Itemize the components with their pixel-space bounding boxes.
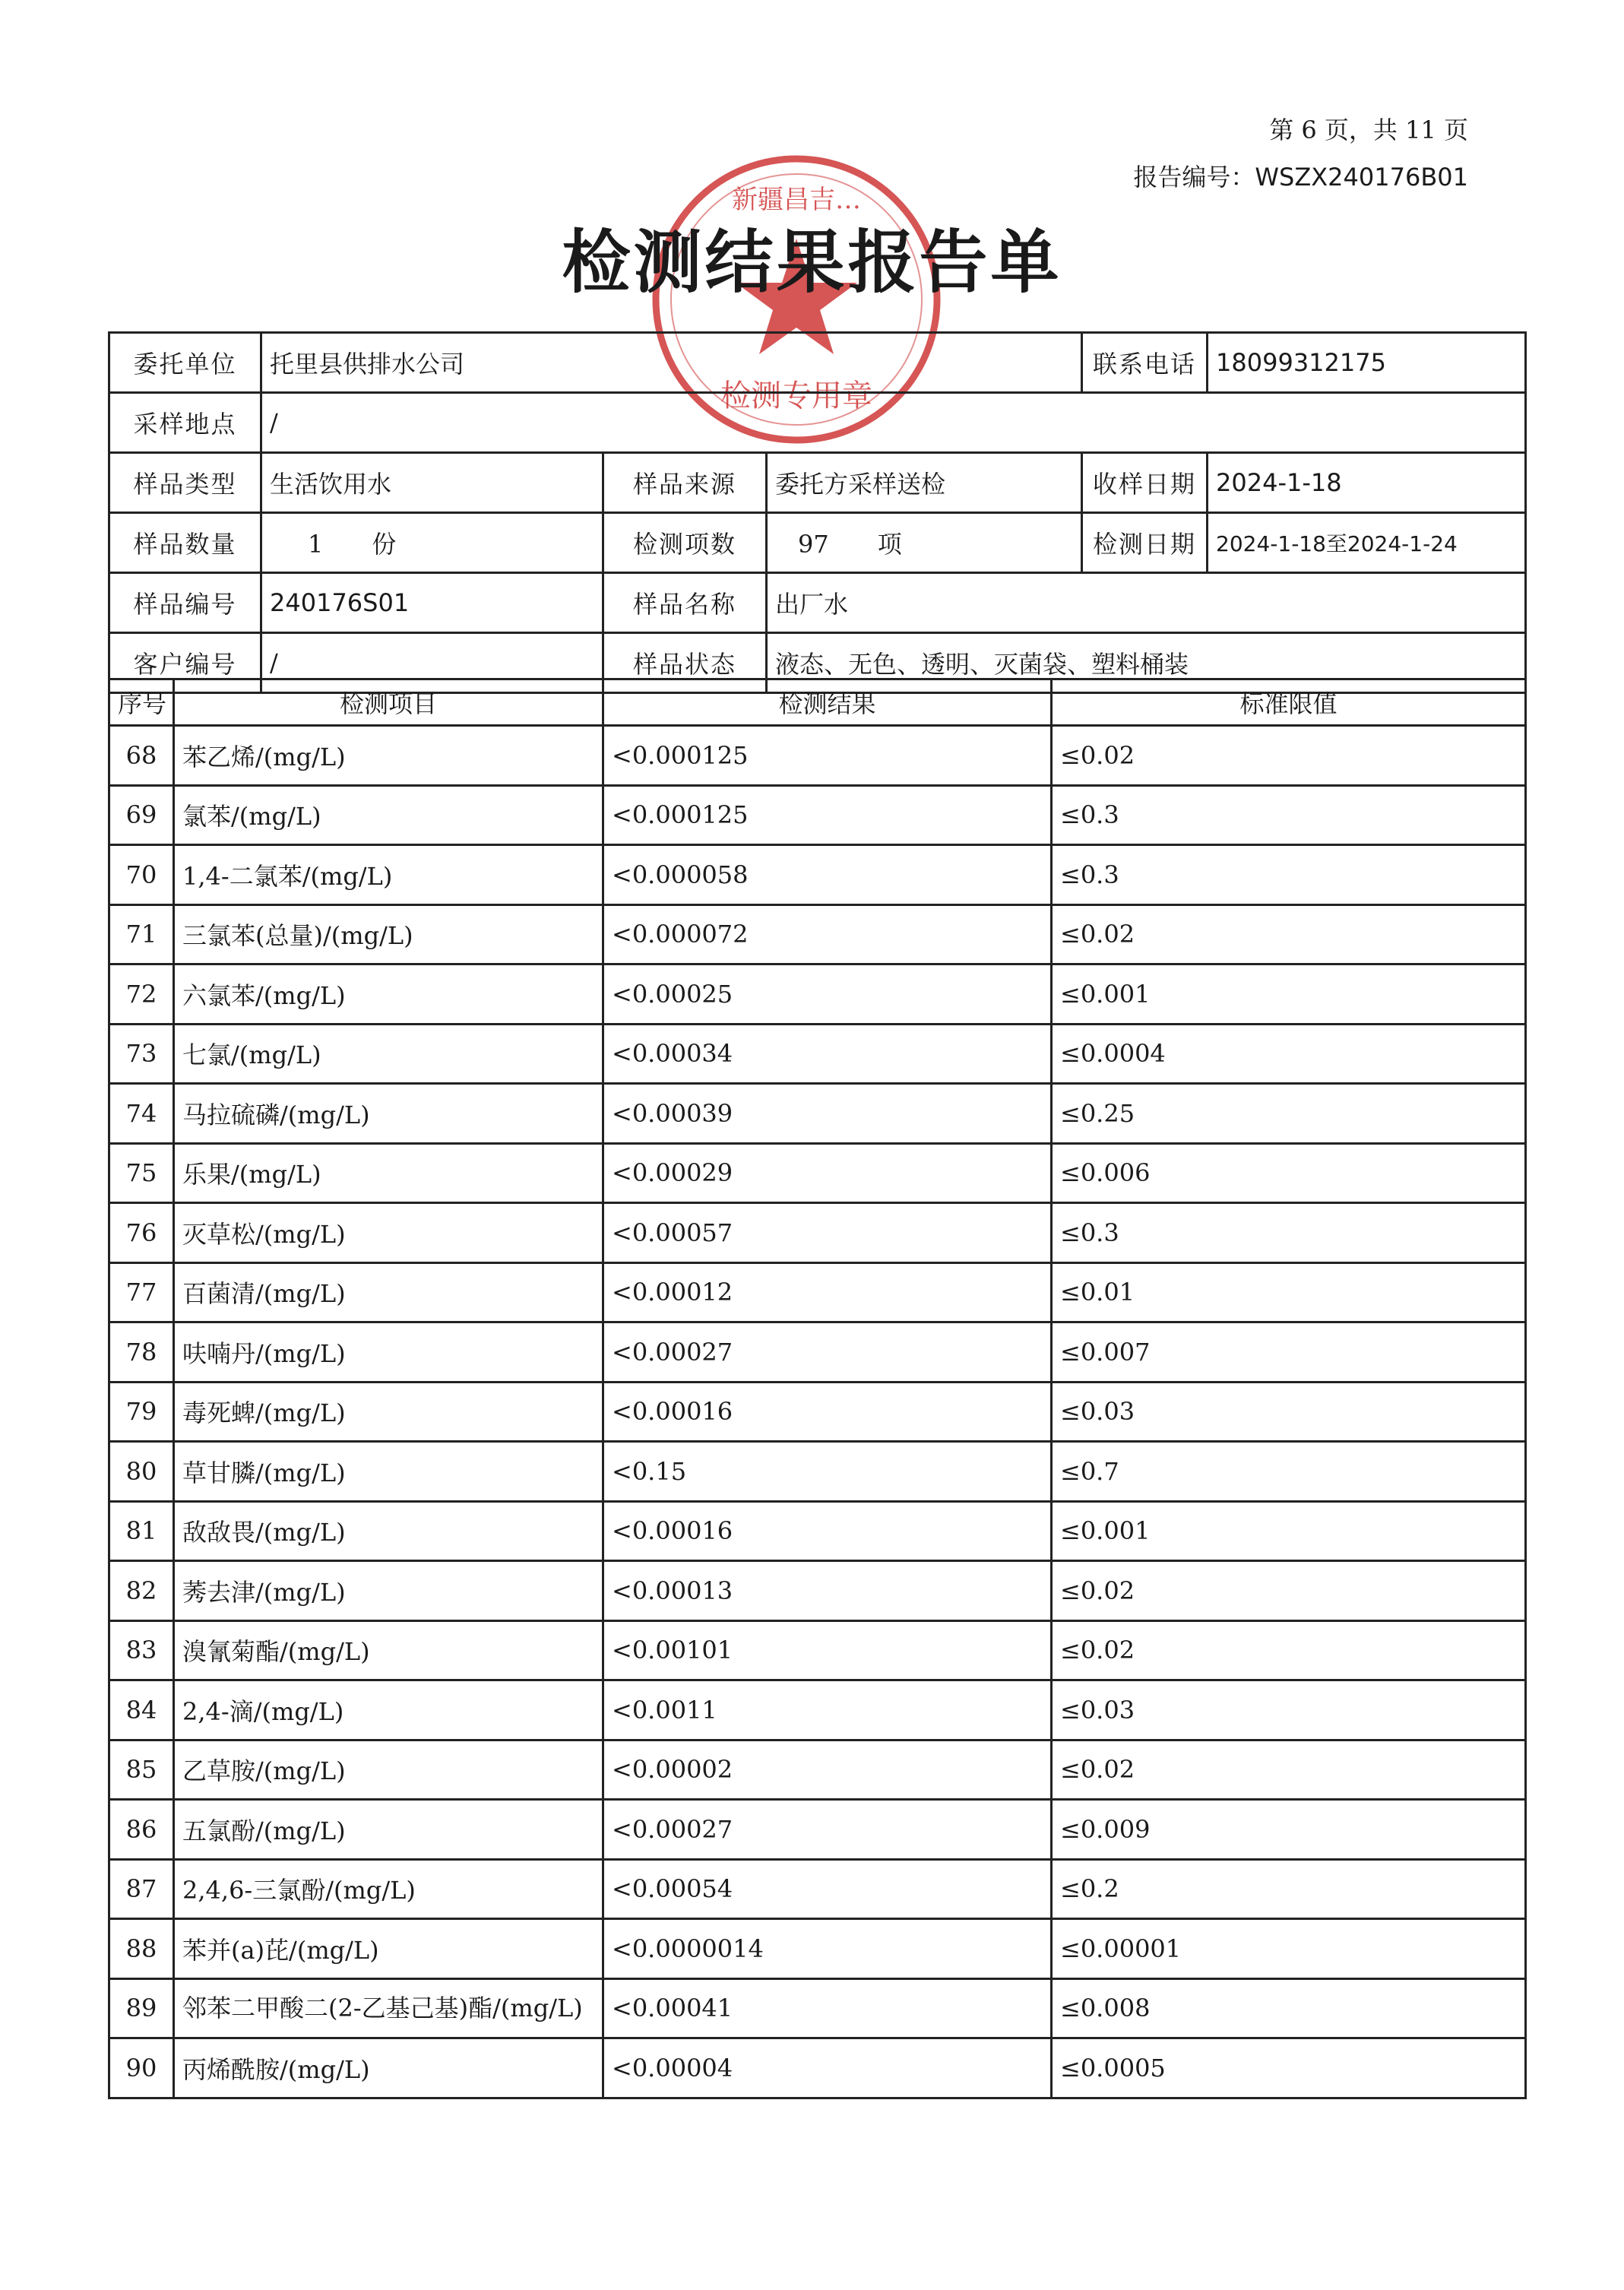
row-limit: ≤0.2 xyxy=(1052,1859,1526,1919)
results-table xyxy=(108,678,1527,2099)
row-number: 73 xyxy=(109,1024,174,1084)
row-limit: ≤0.7 xyxy=(1052,1442,1526,1502)
table-row xyxy=(109,1143,1526,1203)
row-limit: ≤0.02 xyxy=(1052,1620,1526,1680)
row-number: 69 xyxy=(109,785,174,845)
phone-value: 18099312175 xyxy=(1208,333,1526,393)
items-value: 97 项 xyxy=(767,513,1082,573)
col-item-header: 检测项目 xyxy=(174,679,603,726)
client-label: 委托单位 xyxy=(109,333,261,393)
row-limit: ≤0.0005 xyxy=(1052,2038,1526,2098)
row-limit: ≤0.006 xyxy=(1052,1143,1526,1203)
row-number: 75 xyxy=(109,1143,174,1203)
table-row xyxy=(109,1262,1526,1322)
row-result: <0.00057 xyxy=(603,1203,1052,1263)
sample-no-value: 240176S01 xyxy=(261,573,603,633)
type-label: 样品类型 xyxy=(109,453,261,513)
results-header-row xyxy=(109,679,1526,726)
row-item: 邻苯二甲酸二(2-乙基己基)酯/(mg/L) xyxy=(174,1978,603,2038)
row-result: <0.00016 xyxy=(603,1382,1052,1442)
row-item: 百菌清/(mg/L) xyxy=(174,1262,603,1322)
row-number: 85 xyxy=(109,1740,174,1800)
row-result: <0.000058 xyxy=(603,845,1052,905)
info-table xyxy=(108,331,1527,694)
row-limit: ≤0.001 xyxy=(1052,964,1526,1025)
row-result: <0.00034 xyxy=(603,1024,1052,1084)
row-limit: ≤0.3 xyxy=(1052,1203,1526,1263)
row-result: <0.00041 xyxy=(603,1978,1052,2038)
table-row xyxy=(109,1203,1526,1263)
row-limit: ≤0.001 xyxy=(1052,1501,1526,1561)
row-item: 马拉硫磷/(mg/L) xyxy=(174,1084,603,1144)
info-row xyxy=(109,453,1526,513)
row-item: 草甘膦/(mg/L) xyxy=(174,1442,603,1502)
info-row xyxy=(109,513,1526,573)
row-result: <0.00004 xyxy=(603,2038,1052,2098)
table-row xyxy=(109,1024,1526,1084)
row-item: 1,4-二氯苯/(mg/L) xyxy=(174,845,603,905)
row-item: 呋喃丹/(mg/L) xyxy=(174,1322,603,1383)
client-value: 托里县供排水公司 xyxy=(261,333,1082,393)
table-row xyxy=(109,1442,1526,1502)
row-result: <0.000125 xyxy=(603,726,1052,786)
row-item: 2,4,6-三氯酚/(mg/L) xyxy=(174,1859,603,1919)
row-result: <0.00054 xyxy=(603,1859,1052,1919)
row-result: <0.15 xyxy=(603,1442,1052,1502)
col-result-header: 检测结果 xyxy=(603,679,1052,726)
qty-value: 1 份 xyxy=(261,513,603,573)
row-item: 六氯苯/(mg/L) xyxy=(174,964,603,1025)
row-result: <0.00012 xyxy=(603,1262,1052,1322)
row-number: 68 xyxy=(109,726,174,786)
table-row xyxy=(109,1620,1526,1680)
row-result: <0.00027 xyxy=(603,1800,1052,1860)
row-number: 84 xyxy=(109,1680,174,1740)
table-row xyxy=(109,1740,1526,1800)
info-row xyxy=(109,333,1526,393)
row-item: 毒死蜱/(mg/L) xyxy=(174,1382,603,1442)
table-row xyxy=(109,1561,1526,1621)
row-limit: ≤0.01 xyxy=(1052,1262,1526,1322)
row-limit: ≤0.3 xyxy=(1052,785,1526,845)
row-item: 七氯/(mg/L) xyxy=(174,1024,603,1084)
row-limit: ≤0.02 xyxy=(1052,904,1526,964)
site-value: / xyxy=(261,393,1526,453)
table-row xyxy=(109,1680,1526,1740)
table-row xyxy=(109,1978,1526,2038)
row-number: 82 xyxy=(109,1561,174,1621)
row-item: 灭草松/(mg/L) xyxy=(174,1203,603,1263)
seal-top-text: 新疆昌吉… xyxy=(732,185,861,215)
table-row xyxy=(109,1382,1526,1442)
page-meta xyxy=(1133,106,1468,201)
test-date-value: 2024-1-18至2024-1-24 xyxy=(1208,513,1526,573)
type-value: 生活饮用水 xyxy=(261,453,603,513)
row-item: 五氯酚/(mg/L) xyxy=(174,1800,603,1860)
row-limit: ≤0.0004 xyxy=(1052,1024,1526,1084)
table-row xyxy=(109,2038,1526,2098)
row-result: <0.00025 xyxy=(603,964,1052,1025)
info-row xyxy=(109,573,1526,633)
row-number: 88 xyxy=(109,1919,174,1979)
col-limit-header: 标准限值 xyxy=(1052,679,1526,726)
col-no-header: 序号 xyxy=(109,679,174,726)
seal-bottom-text: 检测专用章 xyxy=(720,378,872,413)
test-date-label: 检测日期 xyxy=(1082,513,1208,573)
row-number: 79 xyxy=(109,1382,174,1442)
table-row xyxy=(109,1084,1526,1144)
row-number: 89 xyxy=(109,1978,174,2038)
recv-date-value: 2024-1-18 xyxy=(1208,453,1526,513)
row-item: 乐果/(mg/L) xyxy=(174,1143,603,1203)
table-row xyxy=(109,1501,1526,1561)
state-value: 液态、无色、透明、灭菌袋、塑料桶装 xyxy=(767,633,1526,693)
row-item: 丙烯酰胺/(mg/L) xyxy=(174,2038,603,2098)
report-title: 检测结果报告单 xyxy=(562,222,1062,302)
row-item: 苯乙烯/(mg/L) xyxy=(174,726,603,786)
table-row xyxy=(109,964,1526,1025)
row-limit: ≤0.03 xyxy=(1052,1680,1526,1740)
row-number: 81 xyxy=(109,1501,174,1561)
table-row xyxy=(109,726,1526,786)
row-number: 77 xyxy=(109,1262,174,1322)
row-result: <0.00016 xyxy=(603,1501,1052,1561)
row-result: <0.000072 xyxy=(603,904,1052,964)
row-limit: ≤0.007 xyxy=(1052,1322,1526,1383)
info-row xyxy=(109,393,1526,453)
table-row xyxy=(109,1919,1526,1979)
sample-no-label: 样品编号 xyxy=(109,573,261,633)
row-item: 溴氰菊酯/(mg/L) xyxy=(174,1620,603,1680)
row-result: <0.00101 xyxy=(603,1620,1052,1680)
row-result: <0.000125 xyxy=(603,785,1052,845)
row-limit: ≤0.25 xyxy=(1052,1084,1526,1144)
row-limit: ≤0.008 xyxy=(1052,1978,1526,2038)
row-result: <0.0011 xyxy=(603,1680,1052,1740)
table-row xyxy=(109,785,1526,845)
row-result: <0.0000014 xyxy=(603,1919,1052,1979)
table-row xyxy=(109,845,1526,905)
items-label: 检测项数 xyxy=(603,513,767,573)
row-number: 70 xyxy=(109,845,174,905)
row-item: 莠去津/(mg/L) xyxy=(174,1561,603,1621)
table-row xyxy=(109,1322,1526,1383)
row-limit: ≤0.02 xyxy=(1052,726,1526,786)
row-number: 86 xyxy=(109,1800,174,1860)
row-item: 2,4-滴/(mg/L) xyxy=(174,1680,603,1740)
row-number: 80 xyxy=(109,1442,174,1502)
row-number: 71 xyxy=(109,904,174,964)
row-result: <0.00029 xyxy=(603,1143,1052,1203)
table-row xyxy=(109,1859,1526,1919)
site-label: 采样地点 xyxy=(109,393,261,453)
row-number: 78 xyxy=(109,1322,174,1383)
sample-name-label: 样品名称 xyxy=(603,573,767,633)
row-result: <0.00013 xyxy=(603,1561,1052,1621)
row-limit: ≤0.00001 xyxy=(1052,1919,1526,1979)
row-result: <0.00039 xyxy=(603,1084,1052,1144)
row-limit: ≤0.3 xyxy=(1052,845,1526,905)
row-number: 90 xyxy=(109,2038,174,2098)
report-number-value: WSZX240176B01 xyxy=(1255,163,1468,192)
row-number: 87 xyxy=(109,1859,174,1919)
row-number: 76 xyxy=(109,1203,174,1263)
row-item: 敌敌畏/(mg/L) xyxy=(174,1501,603,1561)
row-limit: ≤0.02 xyxy=(1052,1740,1526,1800)
table-row xyxy=(109,1800,1526,1860)
source-value: 委托方采样送检 xyxy=(767,453,1082,513)
customer-no-value: / xyxy=(261,633,603,693)
source-label: 样品来源 xyxy=(603,453,767,513)
row-item: 氯苯/(mg/L) xyxy=(174,785,603,845)
row-item: 乙草胺/(mg/L) xyxy=(174,1740,603,1800)
report-number xyxy=(1133,154,1468,201)
row-number: 72 xyxy=(109,964,174,1025)
row-number: 83 xyxy=(109,1620,174,1680)
row-number: 74 xyxy=(109,1084,174,1144)
report-number-label: 报告编号： xyxy=(1133,163,1255,192)
sample-name-value: 出厂水 xyxy=(767,573,1526,633)
phone-label: 联系电话 xyxy=(1082,333,1208,393)
table-row xyxy=(109,904,1526,964)
row-result: <0.00027 xyxy=(603,1322,1052,1383)
recv-date-label: 收样日期 xyxy=(1082,453,1208,513)
page-number: 第 6 页，共 11 页 xyxy=(1269,116,1468,144)
state-label: 样品状态 xyxy=(603,633,767,693)
row-limit: ≤0.009 xyxy=(1052,1800,1526,1860)
qty-label: 样品数量 xyxy=(109,513,261,573)
row-limit: ≤0.03 xyxy=(1052,1382,1526,1442)
row-result: <0.00002 xyxy=(603,1740,1052,1800)
row-item: 苯并(a)芘/(mg/L) xyxy=(174,1919,603,1979)
row-limit: ≤0.02 xyxy=(1052,1561,1526,1621)
customer-no-label: 客户编号 xyxy=(109,633,261,693)
row-item: 三氯苯(总量)/(mg/L) xyxy=(174,904,603,964)
